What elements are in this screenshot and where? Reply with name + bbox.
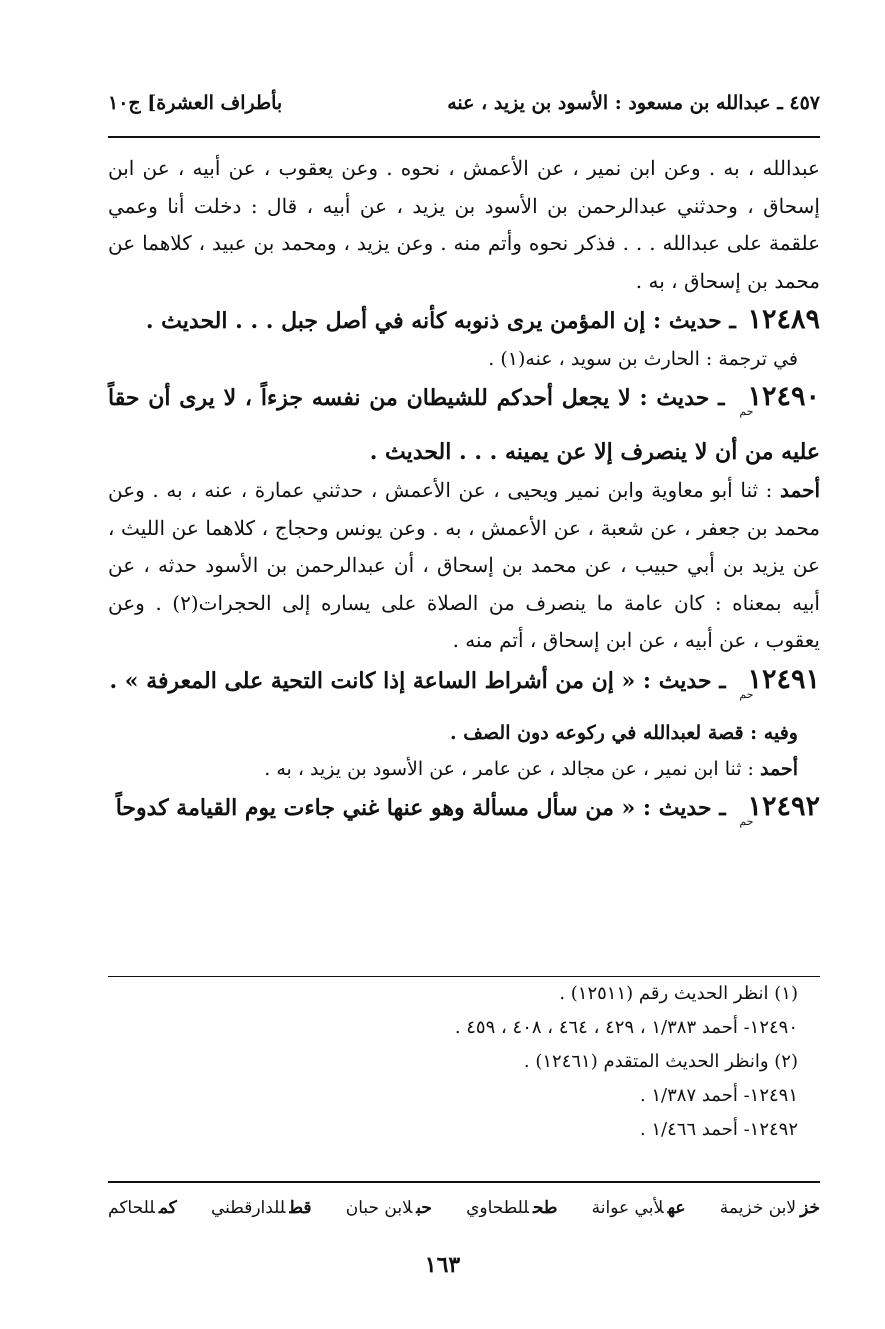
hadith-number: ١٢٤٨٩: [747, 304, 820, 335]
source-symbol: حم: [739, 814, 754, 828]
footnote-1: (١) انظر الحديث رقم (١٢٥١١) .: [559, 983, 798, 1004]
hadith-12489: [108, 300, 820, 341]
footnote-ref-12491: ١٢٤٩١- أحمد ١/٣٨٧ .: [639, 1085, 798, 1106]
page-number: ١٦٣: [424, 1252, 461, 1278]
isnad-text: : ثنا ابن نمير ، عن مجالد ، عن عامر ، عن الأسود بن يزيد ، به .: [264, 757, 754, 780]
hadith-12490: [108, 377, 820, 472]
abbr-item: كمللحاكم: [108, 1198, 177, 1218]
running-header: [108, 86, 820, 120]
isnad-text: : ثنا أبو معاوية وابن نمير ويحيى ، عن الأعمش ، حدثني عمارة ، عنه ، به . وعن محمد بن جعفر ، عن شعبة ، عن الأعمش ، به . وعن يونس وحجاج ، كلاهما عن الليث ، عن يزيد بن أبي حبيب ، عن محمد بن إسحاق ، أن عبدالرحمن بن الأسود حدثه ، عن أبيه بمعناه : كان عامة ما ينصرف من الصلاة على يساره إلى الحجرات(٢) . وعن يعقوب ، عن أبيه ، عن ابن إسحاق ، أتم منه .: [108, 478, 820, 652]
hadith-number: ١٢٤٩٢: [747, 790, 820, 822]
footnote-2: (٢) وانظر الحديث المتقدم (١٢٤٦١) .: [523, 1051, 798, 1072]
hadith-12492: [108, 787, 820, 842]
footnote-ref-12492: ١٢٤٩٢- أحمد ١/٤٦٦ .: [639, 1119, 798, 1140]
header-rule: [108, 136, 820, 138]
paragraph-continuation: عبدالله ، به . وعن ابن نمير ، عن الأعمش ، نحوه . وعن يعقوب ، عن أبيه ، عن ابن إسحاق ، وحدثني عبدالرحمن بن الأسود بن يزيد ، عن أبيه ، قال : دخلت أنا وعمي علقمة على عبدالله . . . فذكر نحوه وأتم منه . وعن يزيد ، ومحمد بن عبيد ، كلاهما عن محمد بن إسحاق ، به .: [108, 156, 820, 293]
footnote-ref-12490: ١٢٤٩٠- أحمد ١/٣٨٣ ، ٤٢٩ ، ٤٦٤ ، ٤٠٨ ، ٤٥٩ .: [454, 1017, 798, 1038]
source-label: أحمد: [760, 757, 798, 780]
hadith-note: في ترجمة : الحارث بن سويد ، عنه(١) .: [488, 348, 798, 370]
hadith-text: ـ حديث : لا يجعل أحدكم للشيطان من نفسه جزءاً ، لا يرى أن حقاً عليه من أن لا ينصرف إلا عن يمينه . . . الحديث .: [108, 385, 820, 465]
header-book-volume: بأطراف العشرة] ج١٠: [108, 92, 283, 114]
source-label: أحمد: [780, 478, 821, 502]
abbr-item: خزلابن خزيمة: [719, 1198, 820, 1218]
header-section-title: ٤٥٧ ـ عبدالله بن مسعود : الأسود بن يزيد ، عنه: [447, 92, 820, 114]
hadith-fihi: وفيه : قصة لعبدالله في ركوعه دون الصف .: [450, 721, 798, 744]
hadith-number: ١٢٤٩١: [747, 663, 820, 695]
abbr-item: قطللدارقطني: [210, 1198, 312, 1218]
hadith-text: ـ حديث : « إن من أشراط الساعة إذا كانت التحية على المعرفة » .: [109, 667, 726, 694]
hadith-text: ـ حديث : « من سأل مسألة وهو عنها غني جاءت يوم القيامة كدوحاً: [115, 794, 726, 821]
source-symbol: حم: [739, 405, 754, 418]
hadith-number: ١٢٤٩٠: [747, 381, 820, 412]
source-symbol: حم: [739, 687, 754, 701]
isnad-paragraph: [108, 751, 820, 787]
abbr-item: طحللطحاوي: [466, 1198, 558, 1218]
footnotes: [108, 976, 820, 1147]
abbr-item: عهلأبي عوانة: [591, 1198, 686, 1218]
abbr-item: حبلابن حبان: [345, 1198, 432, 1218]
footer-rule: [108, 1181, 820, 1183]
hadith-text: ـ حديث : إن المؤمن يرى ذنوبه كأنه في أصل جبل . . . الحديث .: [145, 308, 736, 334]
isnad-paragraph: [108, 472, 820, 660]
main-text: [108, 150, 820, 842]
hadith-12491: [108, 660, 820, 715]
abbreviations-key: [108, 1192, 820, 1224]
